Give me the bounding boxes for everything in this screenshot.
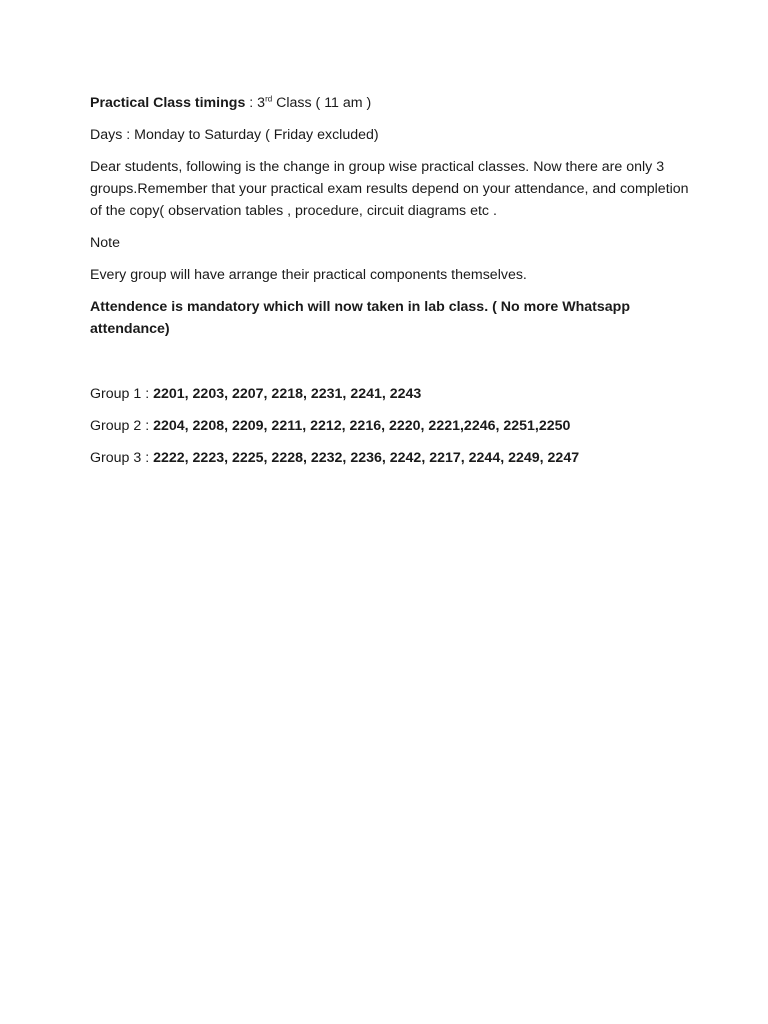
components-line: Every group will have arrange their practical components themselves.	[90, 267, 527, 283]
attendance-notice: Attendence is mandatory which will now taken in lab class. ( No more Whatsapp attendance)	[90, 299, 631, 337]
timings-rest: Class ( 11 am )	[272, 95, 372, 111]
group-1-label: Group 1 :	[90, 386, 154, 402]
class-timings-line	[90, 92, 690, 114]
group-3-label: Group 3 :	[90, 450, 154, 466]
group-3-line	[90, 447, 690, 469]
timings-superscript: rd	[265, 94, 273, 104]
group-2-members: 2204, 2208, 2209, 2211, 2212, 2216, 2220, 2221,2246, 2251,2250	[153, 418, 571, 434]
days-line: Days : Monday to Saturday ( Friday excluded)	[90, 127, 379, 143]
timings-label: Practical Class timings	[90, 95, 246, 111]
group-3-members: 2222, 2223, 2225, 2228, 2232, 2236, 2242, 2217, 2244, 2249, 2247	[153, 450, 580, 466]
group-1-line	[90, 383, 690, 405]
group-2-line	[90, 415, 690, 437]
note-heading: Note	[90, 235, 120, 251]
blank-line	[90, 350, 690, 383]
group-2-label: Group 2 :	[90, 418, 154, 434]
timings-separator: : 3	[245, 95, 266, 111]
notice-message: Dear students, following is the change in group wise practical classes. Now there are only 3 groups.Remember that your practical exam results depend on your attendance, and completion of the copy( observation tables , procedure, circuit diagrams etc .	[90, 159, 689, 219]
group-1-members: 2201, 2203, 2207, 2218, 2231, 2241, 2243	[153, 386, 422, 402]
document-page	[90, 92, 690, 479]
